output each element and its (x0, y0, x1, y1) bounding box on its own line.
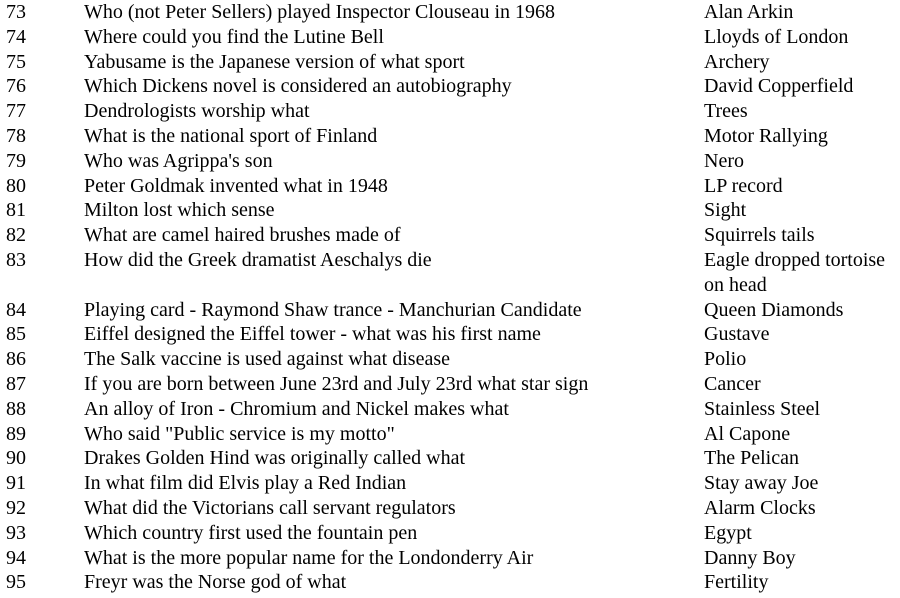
table-row (0, 496, 900, 521)
table-row (0, 99, 900, 124)
question-text: Milton lost which sense (84, 199, 275, 222)
question-text: What are camel haired brushes made of (84, 224, 401, 247)
answer-text: Sight (704, 199, 747, 222)
question-number: 81 (6, 199, 26, 222)
table-row (0, 322, 900, 347)
table-row (0, 124, 900, 149)
question-number: 78 (6, 124, 26, 147)
table-row (0, 446, 900, 471)
answer-text: LP record (704, 174, 783, 197)
answer-text: Stainless Steel (704, 397, 821, 420)
question-number: 87 (6, 372, 26, 395)
answer-text: The Pelican (704, 447, 799, 470)
question-text: Playing card - Raymond Shaw trance - Manchurian Candidate (84, 298, 582, 321)
question-text: What is the national sport of Finland (84, 124, 378, 147)
question-number: 91 (6, 472, 26, 495)
table-row (0, 298, 900, 323)
answer-text: Trees (704, 100, 748, 123)
question-number: 88 (6, 397, 26, 420)
table-row (0, 471, 900, 496)
answer-text: Motor Rallying (704, 124, 828, 147)
answer-text: Archery (704, 50, 770, 73)
table-row (0, 223, 900, 248)
question-text: What is the more popular name for the Londonderry Air (84, 546, 534, 569)
table-row (0, 521, 900, 546)
question-number: 75 (6, 50, 26, 73)
answer-text: Nero (704, 149, 744, 172)
answer-text: David Copperfield (704, 75, 854, 98)
table-row (0, 347, 900, 372)
answer-text: Danny Boy (704, 546, 796, 569)
question-text: Yabusame is the Japanese version of what sport (84, 50, 465, 73)
answer-text: Eagle dropped tortoise on head (704, 248, 886, 296)
answer-text: Alarm Clocks (704, 496, 816, 519)
table-row (0, 74, 900, 99)
answer-text: Squirrels tails (704, 224, 815, 247)
table-row (0, 570, 900, 595)
question-number: 90 (6, 447, 26, 470)
table-row (0, 149, 900, 174)
question-text: Who said "Public service is my motto" (84, 422, 395, 445)
table-row (0, 198, 900, 223)
question-text: Dendrologists worship what (84, 100, 310, 123)
question-number: 89 (6, 422, 26, 445)
question-text: Eiffel designed the Eiffel tower - what was his first name (84, 323, 541, 346)
question-text: Who (not Peter Sellers) played Inspector Clouseau in 1968 (84, 1, 555, 23)
answer-text: Stay away Joe (704, 472, 819, 495)
question-number: 84 (6, 298, 26, 321)
answer-text: Fertility (704, 571, 769, 594)
table-row (0, 372, 900, 397)
question-text: In what film did Elvis play a Red Indian (84, 472, 407, 495)
question-text: What did the Victorians call servant regulators (84, 496, 456, 519)
question-text: If you are born between June 23rd and July 23rd what star sign (84, 372, 589, 395)
answer-text: Egypt (704, 521, 752, 544)
question-text: An alloy of Iron - Chromium and Nickel makes what (84, 397, 509, 420)
question-text: Where could you find the Lutine Bell (84, 25, 384, 48)
question-number: 93 (6, 521, 26, 544)
question-number: 76 (6, 75, 26, 98)
question-number: 79 (6, 149, 26, 172)
table-row (0, 0, 900, 25)
question-text: Freyr was the Norse god of what (84, 571, 347, 594)
question-number: 77 (6, 100, 26, 123)
question-number: 95 (6, 571, 26, 594)
table-row (0, 248, 900, 298)
table-row (0, 546, 900, 571)
question-text: How did the Greek dramatist Aeschalys die (84, 248, 432, 271)
question-number: 86 (6, 348, 26, 371)
answer-text: Polio (704, 348, 747, 371)
table-row (0, 50, 900, 75)
question-number: 92 (6, 496, 26, 519)
question-number: 82 (6, 224, 26, 247)
question-number: 73 (6, 1, 26, 23)
question-text: Drakes Golden Hind was originally called what (84, 447, 466, 470)
table-row (0, 397, 900, 422)
answer-text: Alan Arkin (704, 1, 794, 23)
question-number: 74 (6, 25, 26, 48)
question-number: 80 (6, 174, 26, 197)
table-row (0, 422, 900, 447)
table-row (0, 25, 900, 50)
table-row (0, 174, 900, 199)
answer-text: Gustave (704, 323, 770, 346)
question-number: 85 (6, 323, 26, 346)
answer-text: Lloyds of London (704, 25, 849, 48)
question-number: 83 (6, 248, 26, 271)
answer-text: Al Capone (704, 422, 791, 445)
question-number: 94 (6, 546, 26, 569)
question-text: Who was Agrippa's son (84, 149, 273, 172)
question-text: Peter Goldmak invented what in 1948 (84, 174, 388, 197)
question-text: Which Dickens novel is considered an autobiography (84, 75, 512, 98)
answer-text: Cancer (704, 372, 761, 395)
answer-text: Queen Diamonds (704, 298, 844, 321)
question-text: Which country first used the fountain pen (84, 521, 418, 544)
question-text: The Salk vaccine is used against what disease (84, 348, 450, 371)
